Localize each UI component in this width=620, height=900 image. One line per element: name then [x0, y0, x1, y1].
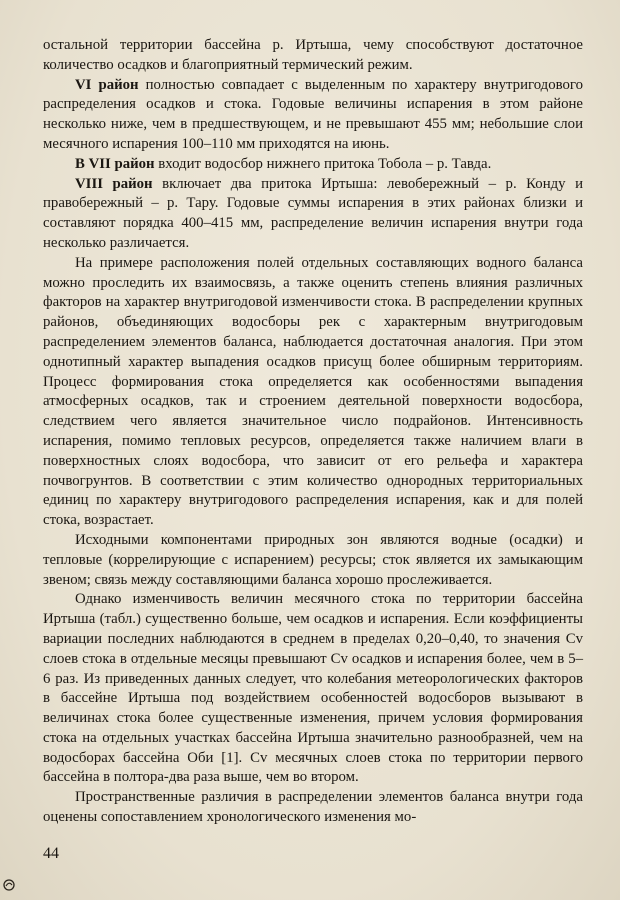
paragraph-text: включает два притока Иртыша: левобережный – р. Конду и правобережный – р. Тару. Годовые суммы испарения в этих районах близки и составляют порядка 400–415 мм, распределение величин испарения внутри года несколько различается.: [43, 175, 583, 251]
paragraph-text: Пространственные различия в распределении элементов баланса внутри года оценены сопоставлением хронологического изменения мо-: [43, 789, 583, 826]
paragraph: [43, 175, 583, 254]
paragraph: [43, 36, 583, 76]
scan-mark-icon: [2, 878, 16, 892]
paragraph-lead: В VII район: [75, 155, 155, 172]
paragraph: [43, 788, 583, 828]
paragraph-text: полностью совпадает с выделенным по характеру внутригодового распределения осадков и стока. Годовые величины испарения в этом районе несколько ниже, чем в предшествующем, и не превышают 455 мм; небольшие слои месячного испарения 100–110 мм приходятся на июнь.: [43, 76, 583, 152]
paragraph: [43, 590, 583, 788]
paragraph-text: На примере расположения полей отдельных составляющих водного баланса можно проследить их взаимосвязь, а также оценить степень влияния различных факторов на характер внутригодовой изменчивости стока. В распределении крупных районов, объединяющих водосборы рек с характерным внутригодовым распределением элементов баланса, наблюдается достаточная аналогия. При этом однотипный характер выпадения осадков присущ более обширным территориям. Процесс формирования стока определяется как особенностями выпадения атмосферных осадков, так и строением деятельной поверхности водосбора, следствием чего является значительное число подрайонов. Интенсивность испарения, помимо тепловых ресурсов, определяется также наличием влаги в поверхностных слоях водосбора, что зависит от его рельефа и характера почвогрунтов. В соответствии с этим количество однородных территориальных единиц по характеру внутригодового распределения испарения, как и для полей стока, возрастает.: [43, 254, 583, 529]
paragraph-lead: VI район: [75, 76, 139, 93]
paragraph: [43, 531, 583, 590]
page-number: 44: [43, 845, 59, 862]
body-text: [43, 36, 583, 828]
paragraph-text: Однако изменчивость величин месячного стока по территории бассейна Иртыша (табл.) существенно больше, чем осадков и испарения. Если коэффициенты вариации последних наблюдаются в среднем в пределах 0,20–0,40, то значения Cv слоев стока в отдельные месяцы превышают Cv осадков и испарения более, чем в 5–6 раз. Из приведенных данных следует, что колебания метеорологических факторов в бассейне Иртыша под воздействием особенностей водосборов вызывают в величинах стока более существенные изменения, причем условия формирования стока на отдельных участках бассейна Иртыша значительно разнообразней, чем на водосборах бассейна Оби [1]. Cv месячных слоев стока по территории первого бассейна в полтора-два раза выше, чем во втором.: [43, 591, 583, 786]
paragraph-text: Исходными компонентами природных зон являются водные (осадки) и тепловые (коррелирующие с испарением) ресурсы; сток является их замыкающим звеном; связь между составляющими баланса хорошо прослеживается.: [43, 531, 583, 588]
paragraph: [43, 254, 583, 531]
paragraph: [43, 155, 583, 175]
paragraph-text: остальной территории бассейна р. Иртыша, чему способствуют достаточное количество осадков и благоприятный термический режим.: [43, 37, 583, 73]
paragraph: [43, 76, 583, 155]
paragraph-lead: VIII район: [75, 175, 153, 192]
paragraph-text: входит водосбор нижнего притока Тобола – р. Тавда.: [154, 155, 492, 172]
